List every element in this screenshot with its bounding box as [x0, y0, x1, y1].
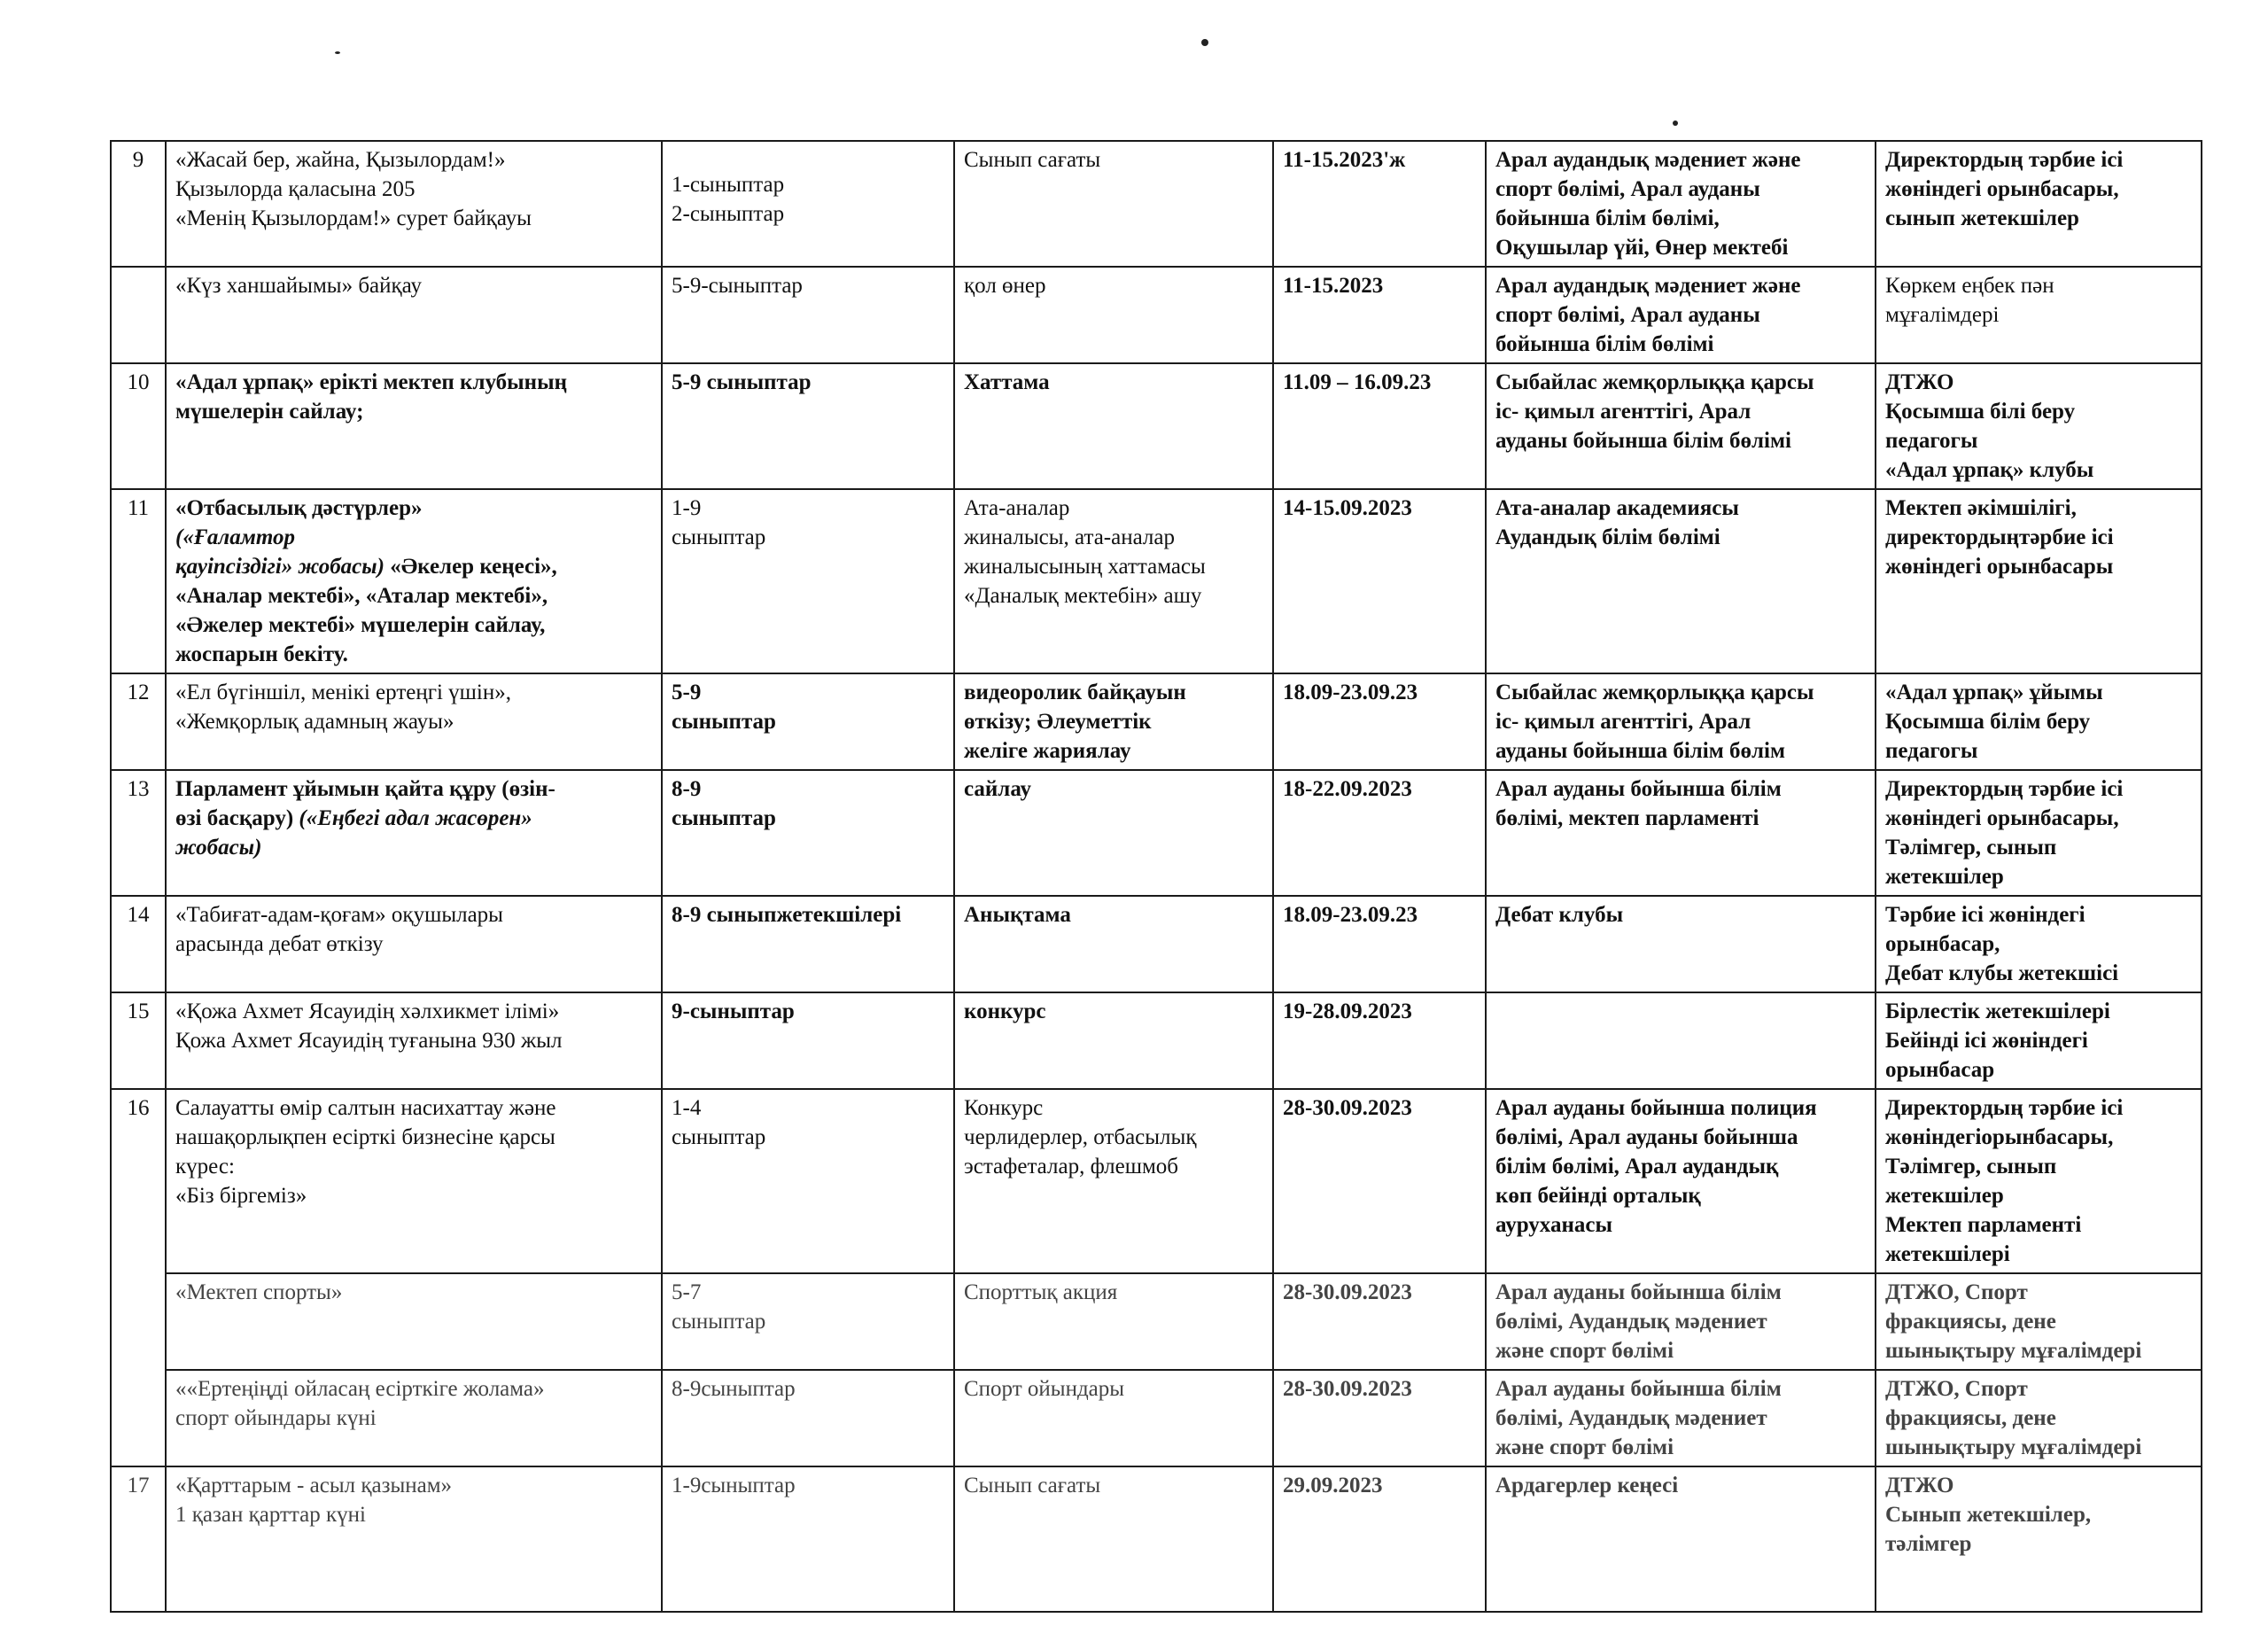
responsible-cell [1876, 267, 2202, 363]
partners-cell [1486, 363, 1876, 489]
event-text: жоспарын бекіту. [175, 642, 348, 666]
partners-line: Ардагерлер кеңесі [1495, 1474, 1679, 1497]
participants-line: 5-9 [672, 681, 702, 704]
participants-line: сыныптар [672, 710, 776, 734]
date-line: 11.09 – 16.09.23 [1283, 370, 1432, 394]
event-text: жобасы) [175, 836, 262, 860]
partners-line: іс- қимыл агенттігі, Арал [1495, 400, 1751, 424]
participants-line: 8-9 [672, 777, 702, 801]
partners-line: бөлімі, Аудандық мәдениет [1495, 1310, 1767, 1334]
partners-line: бөлімі, мектеп парламенті [1495, 806, 1759, 830]
date-line: 28-30.09.2023 [1283, 1377, 1412, 1401]
responsible-line: орынбасар, [1885, 932, 2000, 956]
form-cell [954, 770, 1273, 896]
event-text: «Әкелер кеңесі», [384, 555, 557, 579]
partners-cell [1486, 1466, 1876, 1612]
partners-cell [1486, 1370, 1876, 1466]
event-cell [166, 1273, 662, 1370]
responsible-line: жетекшілер [1885, 865, 2004, 889]
event-line: арасында дебат өткізу [175, 932, 384, 956]
responsible-line: фракциясы, дене [1885, 1406, 2056, 1430]
date-line: 18-22.09.2023 [1283, 777, 1412, 801]
event-cell [166, 992, 662, 1089]
responsible-line: Бірлестік жетекшілері [1885, 1000, 2110, 1023]
form-line: Спорттық акция [964, 1280, 1118, 1304]
table-row [111, 992, 2202, 1089]
participants-cell [662, 141, 954, 267]
responsible-cell [1876, 992, 2202, 1089]
scan-speck [335, 51, 340, 54]
participants-cell [662, 267, 954, 363]
form-cell [954, 1273, 1273, 1370]
event-cell [166, 1370, 662, 1466]
form-line: Сынып сағаты [964, 1474, 1101, 1497]
responsible-line: Қосымша білі беру [1885, 400, 2076, 424]
responsible-line: Тәлімгер, сынып [1885, 836, 2057, 860]
form-line: Спорт ойындары [964, 1377, 1125, 1401]
event-line: «Біз біргеміз» [175, 1184, 307, 1208]
date-line: 18.09-23.09.23 [1283, 903, 1418, 927]
event-cell [166, 673, 662, 770]
form-line: конкурс [964, 1000, 1046, 1023]
participants-line: 5-9-сыныптар [672, 274, 803, 298]
partners-line: Оқушылар үйі, Өнер мектебі [1495, 236, 1789, 260]
partners-line: көп бейінді орталық [1495, 1184, 1701, 1208]
responsible-cell [1876, 363, 2202, 489]
event-line: Қожа Ахмет Ясауидің туғанына 930 жыл [175, 1029, 563, 1053]
form-line: «Даналық мектебін» ашу [964, 584, 1202, 608]
date-line: 11-15.2023 [1283, 274, 1384, 298]
partners-cell [1486, 770, 1876, 896]
responsible-line: жетекшілер [1885, 1184, 2004, 1208]
form-cell [954, 1466, 1273, 1612]
partners-line: Дебат клубы [1495, 903, 1624, 927]
event-line: «Қарттарым - асыл қазынам» [175, 1474, 453, 1497]
partners-line: білім бөлімі, Арал аудандық [1495, 1155, 1779, 1178]
responsible-line: директордыңтәрбие ісі [1885, 525, 2114, 549]
date-line: 28-30.09.2023 [1283, 1280, 1412, 1304]
date-line: 29.09.2023 [1283, 1474, 1383, 1497]
date-cell [1273, 770, 1486, 896]
responsible-line: Тәрбие ісі жөніндегі [1885, 903, 2085, 927]
table-row [111, 1273, 2202, 1370]
event-text: «Әжелер мектебі» мүшелерін сайлау, [175, 613, 546, 637]
event-line: спорт ойындары күні [175, 1406, 377, 1430]
partners-cell [1486, 673, 1876, 770]
form-line: эстафеталар, флешмоб [964, 1155, 1179, 1178]
responsible-line: ДТЖО, Спорт [1885, 1377, 2028, 1401]
row-number: 16 [111, 1089, 166, 1466]
responsible-cell [1876, 1089, 2202, 1273]
partners-line: бойынша білім бөлімі [1495, 332, 1714, 356]
partners-line: Арал аудандық мәдениет және [1495, 148, 1801, 172]
responsible-cell [1876, 1370, 2202, 1466]
event-cell [166, 267, 662, 363]
date-cell [1273, 673, 1486, 770]
form-line: өткізу; Әлеуметтік [964, 710, 1152, 734]
participants-cell [662, 673, 954, 770]
responsible-line: педагогы [1885, 429, 1978, 453]
form-line: қол өнер [964, 274, 1046, 298]
partners-line: және спорт бөлімі [1495, 1435, 1674, 1459]
date-cell [1273, 267, 1486, 363]
partners-line: іс- қимыл агенттігі, Арал [1495, 710, 1751, 734]
responsible-line: мұғалімдері [1885, 303, 2000, 327]
event-line: «Табиғат-адам-қоғам» оқушылары [175, 903, 503, 927]
event-line: Қызылорда қаласына 205 [175, 177, 416, 201]
participants-line: сыныптар [672, 1310, 766, 1334]
row-number: 17 [111, 1466, 166, 1612]
table-row [111, 770, 2202, 896]
responsible-line: жетекшілері [1885, 1242, 2010, 1266]
participants-cell [662, 770, 954, 896]
partners-line: Сыбайлас жемқорлыққа қарсы [1495, 370, 1814, 394]
table-row [111, 267, 2202, 363]
responsible-line: ДТЖО [1885, 370, 1954, 394]
participants-line: 9-сыныптар [672, 1000, 795, 1023]
table-row [111, 1089, 2202, 1273]
responsible-line: педагогы [1885, 739, 1978, 763]
participants-cell [662, 1089, 954, 1273]
date-cell [1273, 141, 1486, 267]
row-number: 12 [111, 673, 166, 770]
event-line: «Ел бүгіншіл, менікі ертеңгі үшін», [175, 681, 511, 704]
form-line: жиналысының хаттамасы [964, 555, 1206, 579]
form-line: жиналысы, ата-аналар [964, 525, 1175, 549]
event-cell [166, 363, 662, 489]
partners-line: ауданы бойынша білім бөлімі [1495, 429, 1791, 453]
partners-cell [1486, 992, 1876, 1089]
participants-line: 5-9 сыныптар [672, 370, 812, 394]
responsible-line: Мектеп әкімшілігі, [1885, 496, 2077, 520]
row-number: 14 [111, 896, 166, 992]
participants-cell [662, 1273, 954, 1370]
date-cell [1273, 363, 1486, 489]
event-text: «Аналар мектебі», «Аталар мектебі», [175, 584, 548, 608]
event-cell [166, 141, 662, 267]
date-line: 28-30.09.2023 [1283, 1096, 1412, 1120]
responsible-line: жөніндегі орынбасары, [1885, 177, 2119, 201]
event-text: Парламент ұйымын қайта құру (өзін- [175, 777, 555, 801]
participants-line: 8-9сыныптар [672, 1377, 796, 1401]
form-cell [954, 1089, 1273, 1273]
event-line: «Жемқорлық адамның жауы» [175, 710, 454, 734]
event-line: «Адал ұрпақ» ерікті мектеп клубының [175, 370, 567, 394]
date-cell [1273, 489, 1486, 673]
event-line: «Менің Қызылордам!» сурет байқауы [175, 206, 532, 230]
responsible-line: шынықтыру мұғалімдері [1885, 1435, 2142, 1459]
form-line: сайлау [964, 777, 1032, 801]
form-line: Сынып сағаты [964, 148, 1101, 172]
date-line: 14-15.09.2023 [1283, 496, 1412, 520]
participants-cell [662, 363, 954, 489]
participants-cell [662, 896, 954, 992]
date-line: 18.09-23.09.23 [1283, 681, 1418, 704]
responsible-line: Директордың тәрбие ісі [1885, 148, 2124, 172]
date-cell [1273, 1370, 1486, 1466]
row-number: 13 [111, 770, 166, 896]
scan-speck [1673, 121, 1678, 126]
partners-line: спорт бөлімі, Арал ауданы [1495, 303, 1760, 327]
form-cell [954, 489, 1273, 673]
responsible-line: тәлімгер [1885, 1532, 1972, 1556]
responsible-line: Директордың тәрбие ісі [1885, 777, 2124, 801]
responsible-line: сынып жетекшілер [1885, 206, 2079, 230]
row-number [111, 267, 166, 363]
date-cell [1273, 1273, 1486, 1370]
event-line: күрес: [175, 1155, 235, 1178]
table-row [111, 363, 2202, 489]
form-line: Хаттама [964, 370, 1050, 394]
date-cell [1273, 992, 1486, 1089]
event-cell [166, 896, 662, 992]
responsible-line: «Адал ұрпақ» ұйымы [1885, 681, 2103, 704]
date-line: 19-28.09.2023 [1283, 1000, 1412, 1023]
row-number: 10 [111, 363, 166, 489]
responsible-line: Көркем еңбек пән [1885, 274, 2054, 298]
table-row [111, 673, 2202, 770]
partners-cell [1486, 1273, 1876, 1370]
event-line: Салауатты өмір салтын насихаттау және [175, 1096, 556, 1120]
responsible-cell [1876, 673, 2202, 770]
responsible-line: Дебат клубы жетекшісі [1885, 961, 2119, 985]
partners-line: Арал ауданы бойынша білім [1495, 1280, 1782, 1304]
event-line: «Қожа Ахмет Ясауидің хәлхикмет ілімі» [175, 1000, 560, 1023]
row-number: 15 [111, 992, 166, 1089]
participants-line: 2-сыныптар [672, 202, 785, 226]
event-cell [166, 1466, 662, 1612]
participants-line: 1-сыныптар [672, 173, 785, 197]
event-plan-table [110, 140, 2202, 1613]
partners-line: спорт бөлімі, Арал ауданы [1495, 177, 1760, 201]
responsible-line: Тәлімгер, сынып [1885, 1155, 2057, 1178]
partners-line: Ата-аналар академиясы [1495, 496, 1739, 520]
participants-line: 1-4 [672, 1096, 702, 1120]
form-line: Ата-аналар [964, 496, 1070, 520]
participants-cell [662, 1370, 954, 1466]
form-line: видеоролик байқауын [964, 681, 1186, 704]
event-line: «Жасай бер, жайна, Қызылордам!» [175, 148, 506, 172]
responsible-cell [1876, 141, 2202, 267]
responsible-line: жөніндегіорынбасары, [1885, 1125, 2114, 1149]
responsible-line: жөніндегі орынбасары [1885, 555, 2114, 579]
partners-line: және спорт бөлімі [1495, 1339, 1674, 1363]
row-number: 11 [111, 489, 166, 673]
table-row [111, 1370, 2202, 1466]
partners-line: Аудандық білім бөлімі [1495, 525, 1720, 549]
date-cell [1273, 896, 1486, 992]
participants-line: сыныптар [672, 1125, 766, 1149]
form-cell [954, 992, 1273, 1089]
date-cell [1273, 1466, 1486, 1612]
partners-line: Арал ауданы бойынша білім [1495, 1377, 1782, 1401]
partners-line: Арал ауданы бойынша полиция [1495, 1096, 1817, 1120]
event-line: нашақорлықпен есірткі бизнесіне қарсы [175, 1125, 555, 1149]
responsible-line: ДТЖО, Спорт [1885, 1280, 2028, 1304]
responsible-line: шынықтыру мұғалімдері [1885, 1339, 2142, 1363]
responsible-line: «Адал ұрпақ» клубы [1885, 458, 2094, 482]
table-row [111, 1466, 2202, 1612]
form-cell [954, 141, 1273, 267]
event-line: «Мектеп спорты» [175, 1280, 343, 1304]
responsible-line: жөніндегі орынбасары, [1885, 806, 2119, 830]
responsible-line: фракциясы, дене [1885, 1310, 2056, 1334]
participants-cell [662, 489, 954, 673]
participants-line: 5-7 [672, 1280, 702, 1304]
partners-line: бөлімі, Аудандық мәдениет [1495, 1406, 1767, 1430]
event-text: өзі басқару) [175, 806, 294, 830]
event-line: мүшелерін сайлау; [175, 400, 364, 424]
responsible-line: Директордың тәрбие ісі [1885, 1096, 2124, 1120]
participants-line: 8-9 сыныпжетекшілері [672, 903, 902, 927]
form-cell [954, 896, 1273, 992]
responsible-line: Қосымша білім беру [1885, 710, 2091, 734]
partners-line: ауданы бойынша білім бөлім [1495, 739, 1786, 763]
event-text: қауіпсіздігі» жобасы) [175, 555, 384, 579]
participants-line: сыныптар [672, 525, 766, 549]
responsible-cell [1876, 1466, 2202, 1612]
event-cell [166, 489, 662, 673]
table-body [111, 141, 2202, 1612]
partners-cell [1486, 1089, 1876, 1273]
form-cell [954, 267, 1273, 363]
event-text: «Отбасылық дәстүрлер» [175, 496, 423, 520]
responsible-line: Мектеп парламенті [1885, 1213, 2082, 1237]
form-line: желіге жариялау [964, 739, 1131, 763]
participants-line: сыныптар [672, 806, 776, 830]
row-number: 9 [111, 141, 166, 267]
event-text: («Еңбегі адал жасөрен» [293, 806, 532, 830]
scan-speck [1201, 39, 1208, 46]
table-row [111, 489, 2202, 673]
table-row [111, 896, 2202, 992]
participants-line: 1-9 [672, 496, 702, 520]
event-cell [166, 1089, 662, 1273]
form-cell [954, 363, 1273, 489]
responsible-line: орынбасар [1885, 1058, 1995, 1082]
partners-line: Арал аудандық мәдениет және [1495, 274, 1801, 298]
partners-line: бойынша білім бөлімі, [1495, 206, 1720, 230]
responsible-cell [1876, 770, 2202, 896]
form-line: черлидерлер, отбасылық [964, 1125, 1197, 1149]
event-line: ««Ертеңіңді ойласаң есірткіге жолама» [175, 1377, 545, 1401]
event-text: («Ғаламтор [175, 525, 295, 549]
responsible-line: Бейінді ісі жөніндегі [1885, 1029, 2088, 1053]
event-cell [166, 770, 662, 896]
partners-cell [1486, 267, 1876, 363]
date-cell [1273, 1089, 1486, 1273]
form-line: Анықтама [964, 903, 1071, 927]
table-row [111, 141, 2202, 267]
responsible-line: Сынып жетекшілер, [1885, 1503, 2092, 1527]
responsible-cell [1876, 489, 2202, 673]
date-line: 11-15.2023'ж [1283, 148, 1406, 172]
participants-cell [662, 1466, 954, 1612]
responsible-cell [1876, 896, 2202, 992]
responsible-line: ДТЖО [1885, 1474, 1954, 1497]
responsible-cell [1876, 1273, 2202, 1370]
partners-line: ауруханасы [1495, 1213, 1612, 1237]
form-cell [954, 673, 1273, 770]
participants-cell [662, 992, 954, 1089]
participants-line: 1-9сыныптар [672, 1474, 796, 1497]
event-line: «Күз ханшайымы» байқау [175, 274, 423, 298]
partners-line: Сыбайлас жемқорлыққа қарсы [1495, 681, 1814, 704]
form-cell [954, 1370, 1273, 1466]
partners-line: Арал ауданы бойынша білім [1495, 777, 1782, 801]
partners-cell [1486, 489, 1876, 673]
partners-cell [1486, 896, 1876, 992]
partners-cell [1486, 141, 1876, 267]
partners-line: бөлімі, Арал ауданы бойынша [1495, 1125, 1798, 1149]
form-line: Конкурс [964, 1096, 1044, 1120]
event-line: 1 қазан қарттар күні [175, 1503, 366, 1527]
